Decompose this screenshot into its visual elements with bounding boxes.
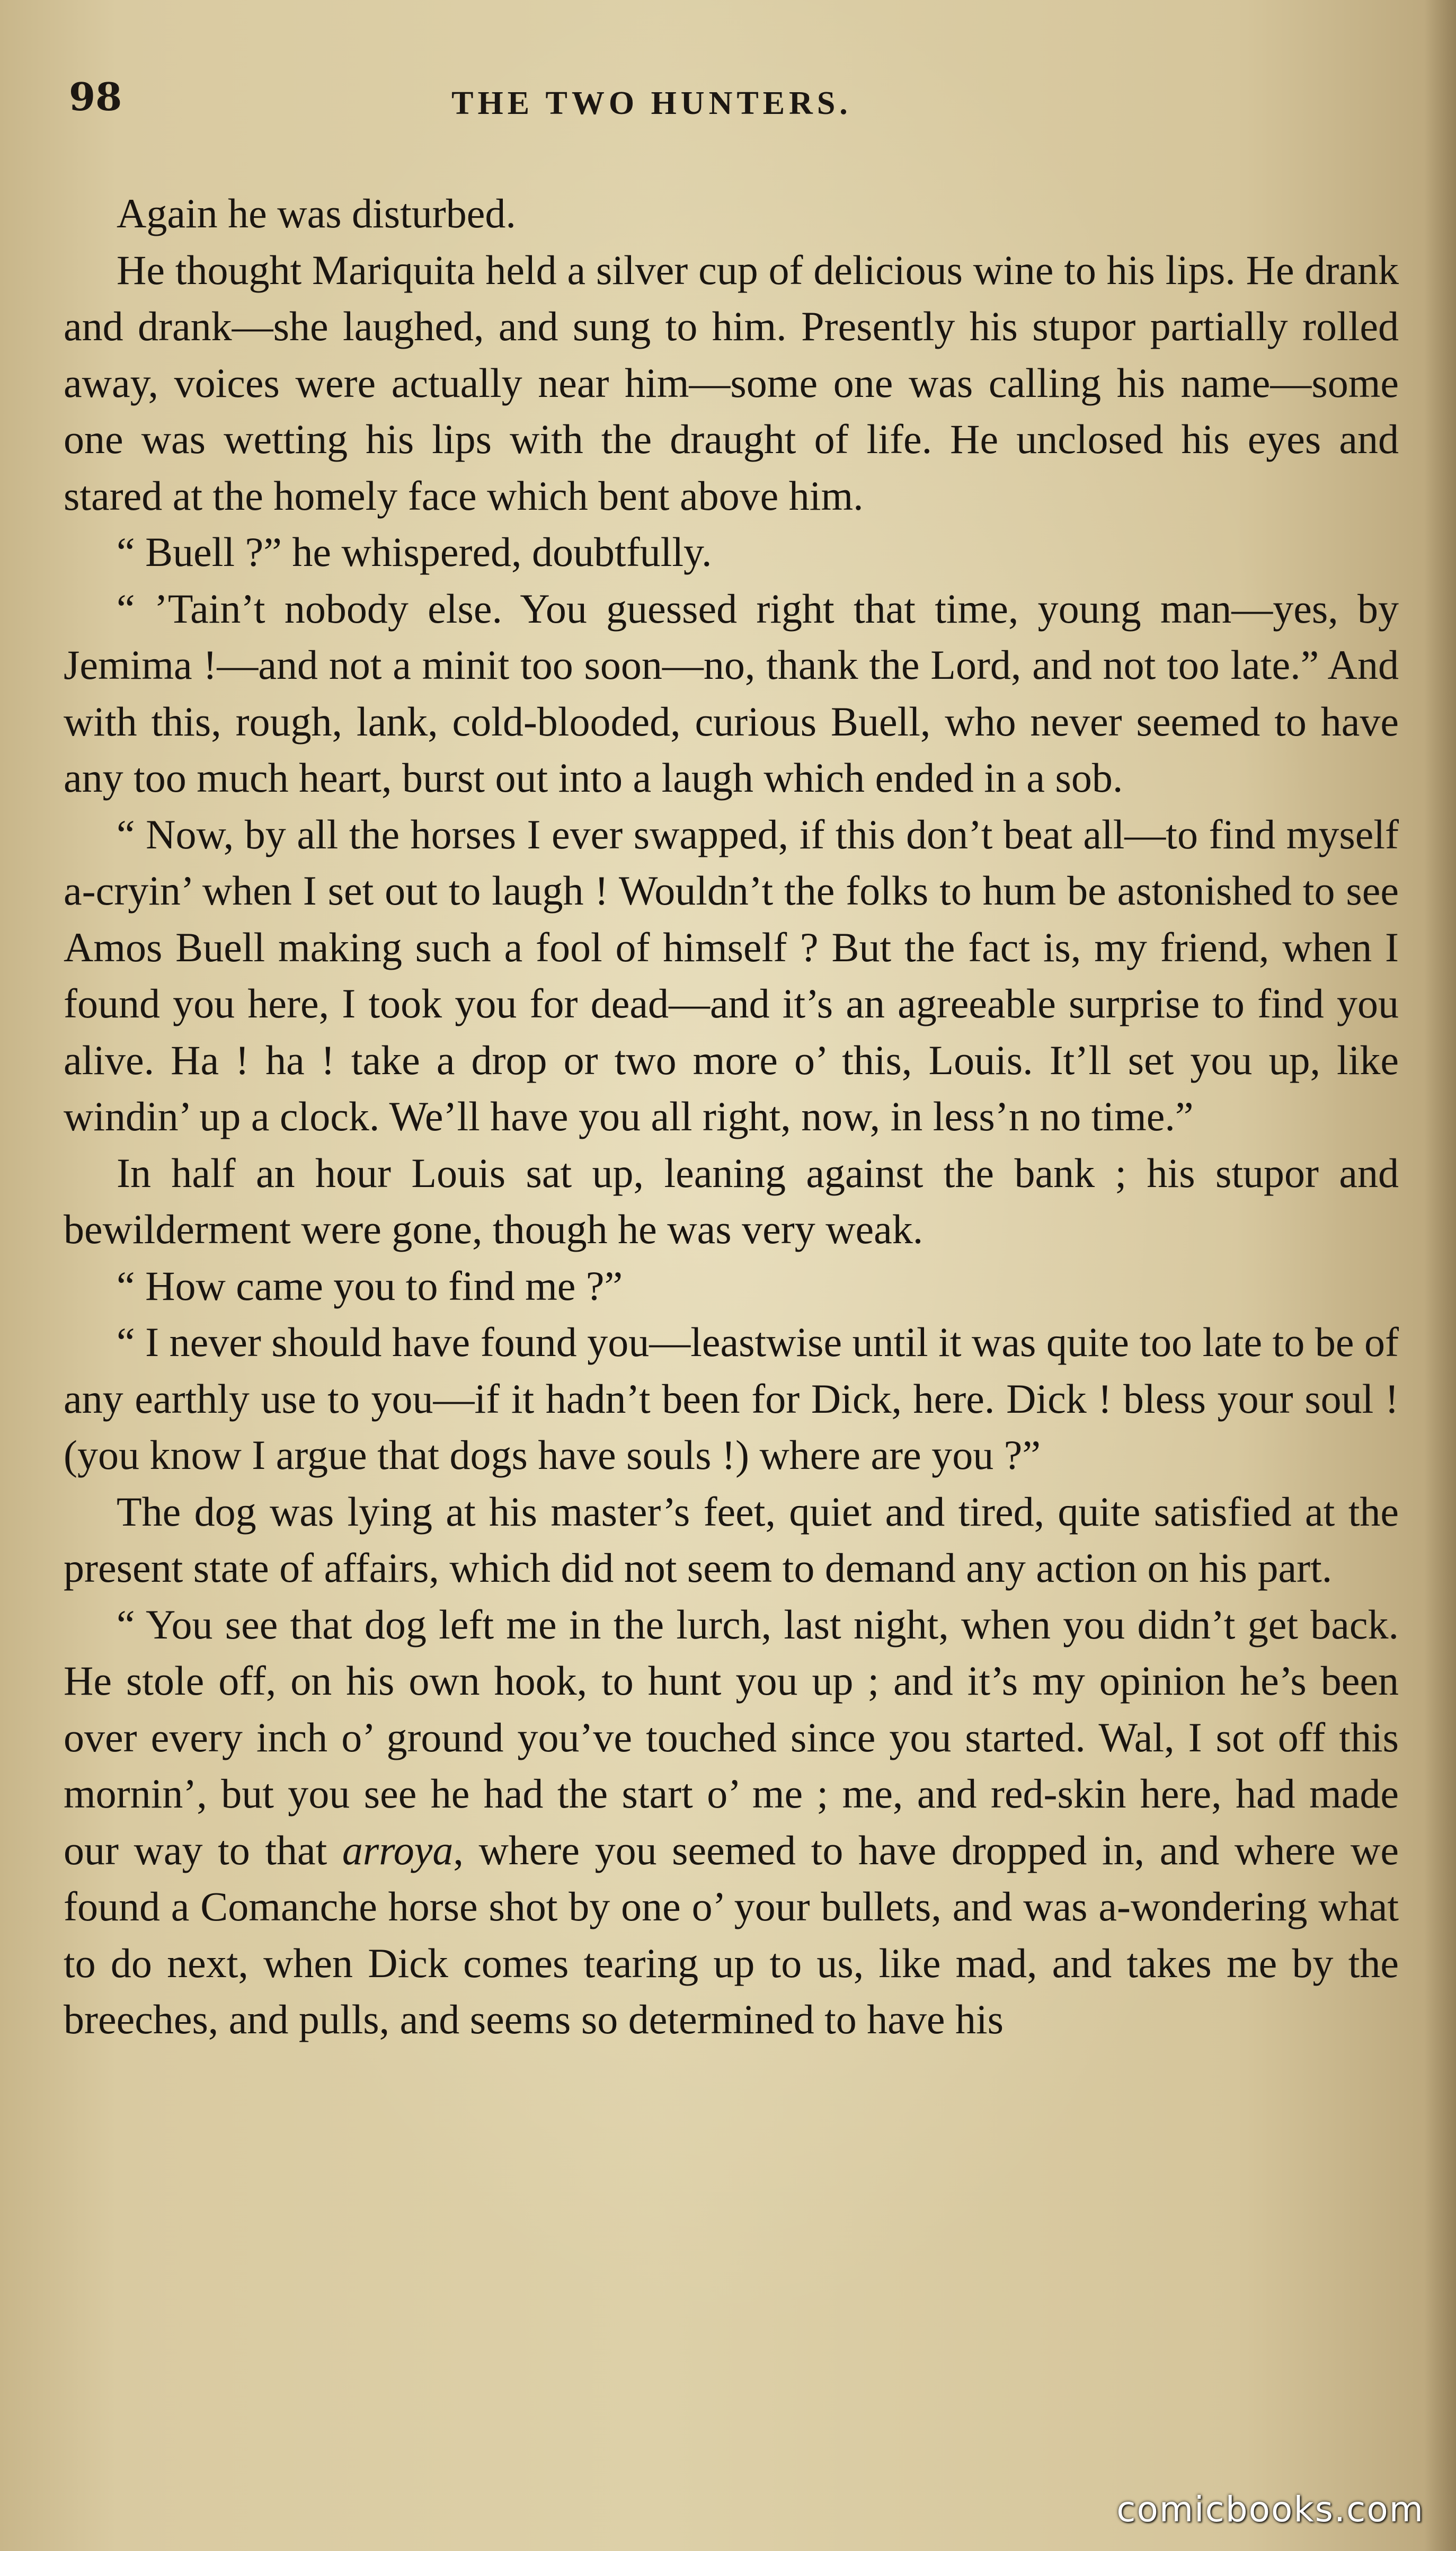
paragraph: The dog was lying at his master’s feet, quiet and tired, quite satisfied at the present state of affairs, which did not seem to demand any action on his part. bbox=[64, 1488, 1399, 1591]
page-number: 98 bbox=[69, 74, 122, 119]
paragraph-text: “ You see that dog left me in the lurch, last night, when you didn’t get back. He stole off, on his own hook, to hunt you up ; and it’s my opinion he’s been over every inch o’ ground you’ve touched since you started. Wal, I sot off this mornin’, but you see he had the start o’ me ; me, and red-skin here, had made our way to that bbox=[64, 1601, 1399, 1873]
paragraph bbox=[64, 1597, 1399, 2048]
paragraph-text: , where you seemed to have dropped in, and where we found a Comanche horse shot by one o’ your bullets, and was a-wondering what to do next, when Dick comes tearing up to us, like mad, and takes me by the breeches, and pulls, and seems so determined to have his bbox=[64, 1827, 1399, 2042]
paragraph: “ ’Tain’t nobody else. You guessed right that time, young man—yes, by Jemima !—and not a minit too soon—no, thank the Lord, and not too late.” And with this, rough, lank, cold-blooded, curious Buell, who never seemed to have any too much heart, burst out into a laugh which ended in a sob. bbox=[64, 585, 1399, 801]
watermark: comicbooks.com bbox=[1116, 2489, 1424, 2530]
paragraph: “ I never should have found you—leastwise until it was quite too late to be of any earthly use to you—if it hadn’t been for Dick, here. Dick ! bless your soul ! (you know I argue that dogs have souls !) where are you ?” bbox=[64, 1319, 1399, 1478]
paragraph: Again he was disturbed. bbox=[117, 190, 516, 236]
running-head: THE TWO HUNTERS. bbox=[451, 85, 852, 121]
paragraph: “ How came you to find me ?” bbox=[117, 1262, 623, 1309]
page-header bbox=[69, 69, 1404, 132]
italic-word: arroya bbox=[342, 1827, 454, 1873]
paragraph: He thought Mariquita held a silver cup of delicious wine to his lips. He drank and drank—she laughed, and sung to him. Presently his stupor partially rolled away, voices were actually near him—some one was calling his name—some one was wetting his lips with the draught of life. He unclosed his eyes and stared at the homely face which bent above him. bbox=[64, 246, 1399, 519]
body-text bbox=[64, 185, 1399, 2048]
paragraph: “ Buell ?” he whispered, doubtfully. bbox=[117, 529, 712, 575]
page-edge-shadow bbox=[1424, 0, 1456, 2551]
paragraph: In half an hour Louis sat up, leaning against the bank ; his stupor and bewilderment were gone, though he was very weak. bbox=[64, 1149, 1399, 1252]
paragraph: “ Now, by all the horses I ever swapped, if this don’t beat all—to find myself a-cryin’ when I set out to laugh ! Wouldn’t the folks to hum be astonished to see Amos Buell making such a fool of himself ? But the fact is, my friend, when I found you here, I took you for dead—and it’s an agreeable surprise to find you alive. Ha ! ha ! take a drop or two more o’ this, Louis. It’ll set you up, like windin’ up a clock. We’ll have you all right, now, in less’n no time.” bbox=[64, 811, 1399, 1139]
